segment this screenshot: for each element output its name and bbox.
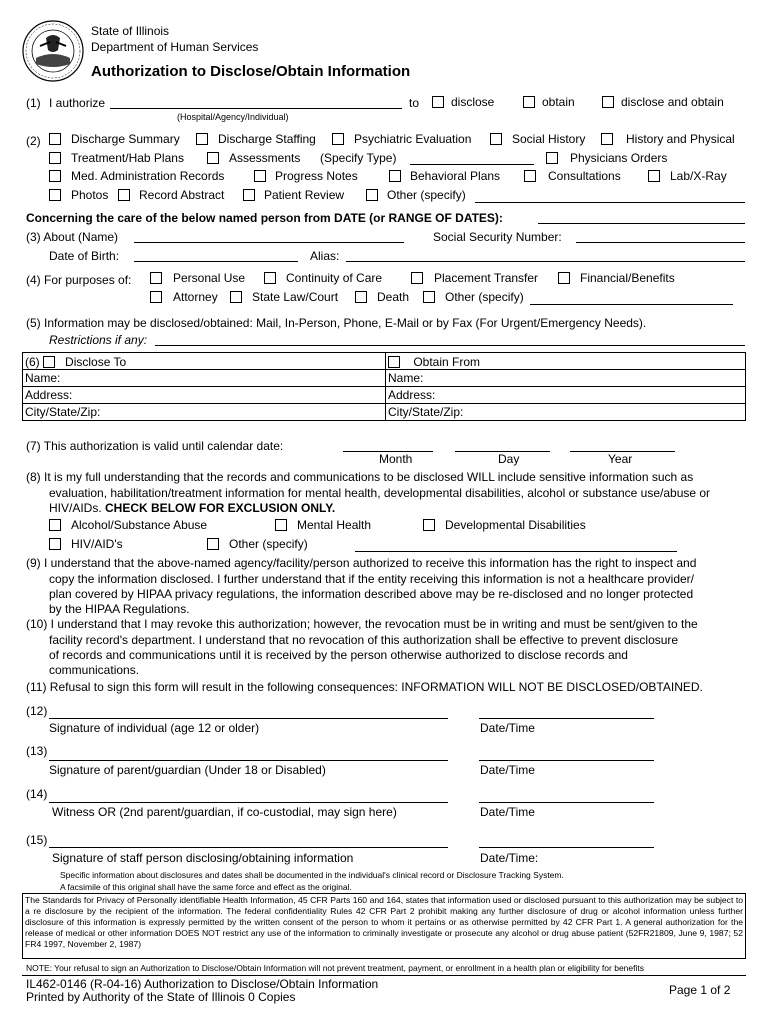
record-checkbox[interactable] [332,133,344,145]
disclose-city-field[interactable]: City/State/Zip: [23,404,386,421]
exclusion-label: Alcohol/Substance Abuse [71,518,208,532]
s9-line3: plan covered by HIPAA privacy regulations, the information described above may be re-disclosed and no longer protected [49,587,694,601]
s10-line2: facility record's department. I understand that no revocation of this authorization shall be effective to prevent disclosure [49,633,679,647]
record-checkbox[interactable] [196,133,208,145]
disclose-name-field[interactable]: Name: [23,370,386,387]
exclusion-label: Mental Health [297,518,372,532]
purpose-checkbox[interactable] [264,272,276,284]
sig-label: Signature of individual (age 12 or older) [49,721,260,735]
exclusion-checkbox[interactable] [49,538,61,550]
record-label: Discharge Summary [71,132,180,146]
alias-label: Alias: [310,249,340,263]
obtain-checkbox[interactable] [523,96,535,108]
purpose-checkbox[interactable] [558,272,570,284]
specify-type-label: (Specify Type) [320,151,397,165]
s8-line2: evaluation, habilitation/treatment information for mental health, developmental disabilities, alcohol or substance use/abuse or [49,486,711,500]
authorize-field[interactable] [110,108,402,109]
record-label: History and Physical [626,132,735,146]
purpose-label: Death [377,290,410,304]
obtain-from-label: Obtain From [413,354,481,369]
record-checkbox[interactable] [49,170,61,182]
date-time-field[interactable] [479,718,654,719]
sig-label: Signature of parent/guardian (Under 18 or Disabled) [49,763,326,777]
disclose-obtain-checkbox[interactable] [602,96,614,108]
purpose-checkbox[interactable] [411,272,423,284]
purpose-label: Other (specify) [445,290,524,304]
record-label: Treatment/Hab Plans [71,151,184,165]
record-checkbox[interactable] [546,152,558,164]
s1-sub: (Hospital/Agency/Individual) [177,112,289,122]
form-number: IL462-0146 (R-04-16) Authorization to Disclose/Obtain Information [26,977,379,991]
state-seal-logo [22,20,84,82]
other-purpose-field[interactable] [530,304,733,305]
record-checkbox[interactable] [254,170,266,182]
purpose-label: Financial/Benefits [580,271,675,285]
obtain-name-field[interactable]: Name: [386,370,746,387]
record-label: Photos [71,188,109,202]
s7-text: (7) This authorization is valid until calendar date: [26,439,284,453]
date-label: Date/Time: [480,851,539,865]
s10-line1: (10) I understand that I may revoke this authorization; however, the revocation must be in writing and must be sent/given to the [26,617,698,631]
purpose-checkbox[interactable] [150,291,162,303]
s11-text: (11) Refusal to sign this form will result in the following consequences: INFORMATION WILL NOT BE DISCLOSED/OBTAINED. [26,680,703,694]
s2-num: (2) [26,134,41,148]
record-checkbox[interactable] [243,189,255,201]
s6-num: (6) [25,354,40,369]
assessment-type-field[interactable] [410,164,534,165]
date-label: Date/Time [480,721,535,735]
s8-line3: HIV/AIDs. CHECK BELOW FOR EXCLUSION ONLY. [49,501,336,515]
purpose-label: Personal Use [173,271,246,285]
obtain-from-cell [386,353,746,370]
sig-label: Witness OR (2nd parent/guardian, if co-custodial, may sign here) [52,805,397,819]
year-label: Year [608,452,633,466]
dob-field[interactable] [134,261,298,262]
purpose-checkbox[interactable] [355,291,367,303]
record-label: Physicians Orders [570,151,668,165]
signature-individual-field[interactable] [49,718,448,719]
sig-num: (13) [26,744,48,758]
s1-num: (1) [26,96,41,110]
alias-field[interactable] [346,261,745,262]
day-label: Day [498,452,520,466]
disclose-checkbox[interactable] [432,96,444,108]
other-record-field[interactable] [475,202,745,203]
exclusion-checkbox[interactable] [207,538,219,550]
record-checkbox[interactable] [648,170,660,182]
record-checkbox[interactable] [524,170,536,182]
s1-authorize: I authorize [49,96,106,110]
privacy-box [22,893,746,959]
exclusion-label: Other (specify) [229,537,308,551]
purposes-label: (4) For purposes of: [26,273,132,287]
other-exclusion-field[interactable] [355,551,677,552]
record-checkbox[interactable] [366,189,378,201]
disclose-address-field[interactable]: Address: [23,387,386,404]
date-time-field[interactable] [479,847,654,848]
purpose-label: State Law/Court [252,290,339,304]
obtain-label: obtain [542,95,575,109]
s5-text: (5) Information may be disclosed/obtained: Mail, In-Person, Phone, E-Mail or by Fax (For Urgent/Emergency Needs). [26,316,647,330]
record-checkbox[interactable] [118,189,130,201]
record-checkbox[interactable] [389,170,401,182]
purpose-label: Continuity of Care [286,271,383,285]
s10-line3: of records and communications until it is received by the person otherwise authorized to disclose records and [49,648,628,662]
signature-parent-field[interactable] [49,760,448,761]
record-label: Assessments [229,151,301,165]
purpose-label: Placement Transfer [434,271,539,285]
date-time-field[interactable] [479,802,654,803]
record-label: Behavioral Plans [410,169,501,183]
record-label: Progress Notes [275,169,358,183]
signature-witness-field[interactable] [49,802,448,803]
sig-num: (15) [26,833,48,847]
purpose-label: Attorney [173,290,218,304]
month-label: Month [379,452,413,466]
s10-line4: communications. [49,663,140,677]
s1-to: to [409,96,420,110]
purpose-checkbox[interactable] [423,291,435,303]
record-checkbox[interactable] [490,133,502,145]
exclusion-checkbox[interactable] [275,519,287,531]
record-checkbox[interactable] [49,189,61,201]
concerning-label: Concerning the care of the below named person from DATE (or RANGE OF DATES): [26,211,503,225]
record-checkbox[interactable] [49,133,61,145]
specific-info-note: Specific information about disclosures and dates shall be documented in the individual's clinical record or Disclosure Tracking System. [60,870,564,880]
disclose-to-checkbox[interactable] [43,356,55,368]
about-label: (3) About (Name) [26,230,119,244]
footer-divider [22,975,746,976]
record-label: Other (specify) [387,188,466,202]
ssn-label: Social Security Number: [433,230,562,244]
refusal-note: NOTE: Your refusal to sign an Authorization to Disclose/Obtain Information will not prevent treatment, payment, or enrollment in a health plan or eligibility for benefits [26,963,644,973]
date-time-field[interactable] [479,760,654,761]
date-range-field[interactable] [538,223,745,224]
sig-label: Signature of staff person disclosing/obtaining information [52,851,354,865]
disclose-to-cell [23,353,386,370]
obtain-city-field[interactable]: City/State/Zip: [386,404,746,421]
signature-staff-field[interactable] [49,847,448,848]
ssn-field[interactable] [576,242,745,243]
purpose-checkbox[interactable] [150,272,162,284]
header-department: Department of Human Services [91,40,259,54]
date-label: Date/Time [480,763,535,777]
s9-line1: (9) I understand that the above-named agency/facility/person authorized to receive this information has the right to inspect and [26,556,697,570]
sig-num: (12) [26,704,48,718]
record-label: Consultations [548,169,621,183]
date-label: Date/Time [480,805,535,819]
obtain-address-field[interactable]: Address: [386,387,746,404]
record-checkbox[interactable] [207,152,219,164]
privacy-standards-text: The Standards for Privacy of Personally identifiable Health Information, 45 CFR Parts 160 and 164, states that information used or disclosed pursuant to this authorization may be subject to a re disclosure by the recipient of the information. The federal confidentiality Rules 42 CFR Part 2 prohibit making any further disclosure of drug or alcohol information unless further disclosure of this information is expressly permitted by the written consent of the person to whom it pertains or as otherwise permitted by 42 CFR Part 1. A general authorization for the release of medical or other information DOES NOT restrict any use of the information to criminally investigate or prosecute any alcohol or drug abuse patient (52FR21809, June 9, 1987; 52 FR4 1997, November 2, 1987) [25,895,743,949]
record-label: Discharge Staffing [218,132,316,146]
restrictions-label: Restrictions if any: [49,333,148,347]
disclose-obtain-table [22,352,746,421]
record-label: Psychiatric Evaluation [354,132,472,146]
record-checkbox[interactable] [601,133,613,145]
disclose-to-label: Disclose To [65,354,127,369]
dob-label: Date of Birth: [49,249,120,263]
record-label: Patient Review [264,188,345,202]
exclusion-checkbox[interactable] [423,519,435,531]
record-label: Med. Administration Records [71,169,225,183]
sig-num: (14) [26,787,48,801]
disclose-obtain-label: disclose and obtain [621,95,724,109]
s9-line2: copy the information disclosed. I further understand that if the entity receiving this information is not a healthcare provider/ [49,572,695,586]
record-label: Social History [512,132,586,146]
header-state: State of Illinois [91,24,170,38]
exclusion-label: HIV/AID's [71,537,123,551]
facsimile-note: A facsimile of this original shall have the same force and effect as the original. [60,882,352,892]
s9-line4: by the HIPAA Regulations. [49,602,190,616]
page-title: Authorization to Disclose/Obtain Information [91,63,411,80]
record-checkbox[interactable] [49,152,61,164]
record-label: Record Abstract [139,188,225,202]
s8-line1: (8) It is my full understanding that the records and communications to be disclosed WILL include sensitive information such as [26,470,694,484]
obtain-from-checkbox[interactable] [388,356,400,368]
disclose-label: disclose [451,95,495,109]
exclusion-checkbox[interactable] [49,519,61,531]
page-number: Page 1 of 2 [669,983,731,997]
exclusion-label: Developmental Disabilities [445,518,586,532]
restrictions-field[interactable] [155,345,745,346]
printed-by: Printed by Authority of the State of Illinois 0 Copies [26,990,296,1004]
record-label: Lab/X-Ray [670,169,727,183]
about-name-field[interactable] [134,242,404,243]
purpose-checkbox[interactable] [230,291,242,303]
